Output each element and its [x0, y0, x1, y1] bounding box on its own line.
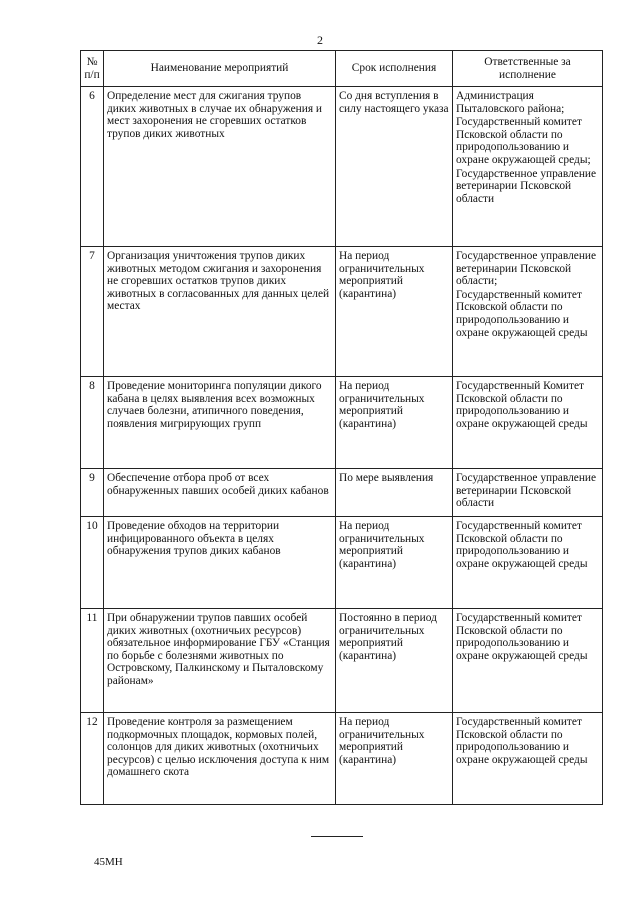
- row-name: Определение мест для сжигания трупов диких животных в случае их обнаружения и мест захоронения не сгоревших остатков трупов диких животных: [104, 87, 336, 247]
- page-number: 2: [317, 33, 323, 47]
- row-term: По мере выявления: [336, 469, 453, 517]
- row-name: Обеспечение отбора проб от всех обнаруженных павших особей диких кабанов: [104, 469, 336, 517]
- table-row: [81, 609, 603, 713]
- row-term: Постоянно в период ограничительных мероприятий (карантина): [336, 609, 453, 713]
- resp-entry: Государственный Комитет Псковской области по природопользованию и охране окружающей среды: [456, 380, 588, 430]
- header-resp: Ответственные за исполнение: [453, 51, 603, 87]
- resp-entry: Государственный комитет Псковской области по природопользованию и охране окружающей среды: [456, 520, 588, 570]
- table-row: [81, 377, 603, 469]
- row-term: На период ограничительных мероприятий (карантина): [336, 713, 453, 805]
- resp-entry: Администрация Пыталовского района;: [456, 90, 565, 115]
- row-resp: [453, 713, 603, 805]
- row-num: 10: [81, 517, 104, 609]
- row-term: На период ограничительных мероприятий (карантина): [336, 377, 453, 469]
- row-num: 6: [81, 87, 104, 247]
- table-row: [81, 247, 603, 377]
- row-resp: [453, 87, 603, 247]
- row-resp: [453, 517, 603, 609]
- footer-divider: [311, 836, 363, 837]
- resp-entry: Государственный комитет Псковской области по природопользованию и охране окружающей среды: [456, 612, 588, 662]
- document-code: 45МН: [94, 856, 123, 868]
- row-resp: [453, 469, 603, 517]
- resp-entry: Государственный комитет Псковской области по природопользованию и охране окружающей среды;: [456, 116, 591, 166]
- row-name: Организация уничтожения трупов диких животных методом сжигания и захоронения не сгоревших остатков трупов диких животных в согласованных для данных целей местах: [104, 247, 336, 377]
- row-num: 12: [81, 713, 104, 805]
- row-num: 7: [81, 247, 104, 377]
- header-term: Срок исполнения: [336, 51, 453, 87]
- header-name: Наименование мероприятий: [104, 51, 336, 87]
- resp-entry: Государственное управление ветеринарии Псковской области: [456, 167, 597, 205]
- row-name: Проведение мониторинга популяции дикого кабана в целях выявления всех возможных случаев болезни, атипичного поведения, появления мигрирующих групп: [104, 377, 336, 469]
- table-row: [81, 517, 603, 609]
- resp-entry: Государственное управление ветеринарии Псковской области;: [456, 250, 597, 288]
- resp-entry: Государственный комитет Псковской области по природопользованию и охране окружающей среды: [456, 716, 588, 766]
- table-row: [81, 87, 603, 247]
- row-name: Проведение обходов на территории инфицированного объекта в целях обнаружения трупов диких кабанов: [104, 517, 336, 609]
- row-term: На период ограничительных мероприятий (карантина): [336, 517, 453, 609]
- table-row: [81, 469, 603, 517]
- row-num: 8: [81, 377, 104, 469]
- row-num: 9: [81, 469, 104, 517]
- row-resp: [453, 247, 603, 377]
- resp-entry: Государственное управление ветеринарии Псковской области: [456, 472, 597, 510]
- row-resp: [453, 377, 603, 469]
- row-resp: [453, 609, 603, 713]
- table-header-row: [81, 51, 603, 87]
- header-num: № п/п: [81, 51, 104, 87]
- row-name: Проведение контроля за размещением подкормочных площадок, кормовых полей, солонцов для диких животных (охотничьих ресурсов) с целью исключения доступа к ним домашнего скота: [104, 713, 336, 805]
- row-term: Со дня вступления в силу настоящего указа: [336, 87, 453, 247]
- measures-table: [80, 50, 603, 805]
- table-row: [81, 713, 603, 805]
- row-name: При обнаружении трупов павших особей диких животных (охотничьих ресурсов) обязательное информирование ГБУ «Станция по борьбе с болезнями животных по Островскому, Палкинскому и Пыталовскому районам»: [104, 609, 336, 713]
- resp-entry: Государственный комитет Псковской области по природопользованию и охране окружающей среды: [456, 288, 588, 339]
- row-term: На период ограничительных мероприятий (карантина): [336, 247, 453, 377]
- row-num: 11: [81, 609, 104, 713]
